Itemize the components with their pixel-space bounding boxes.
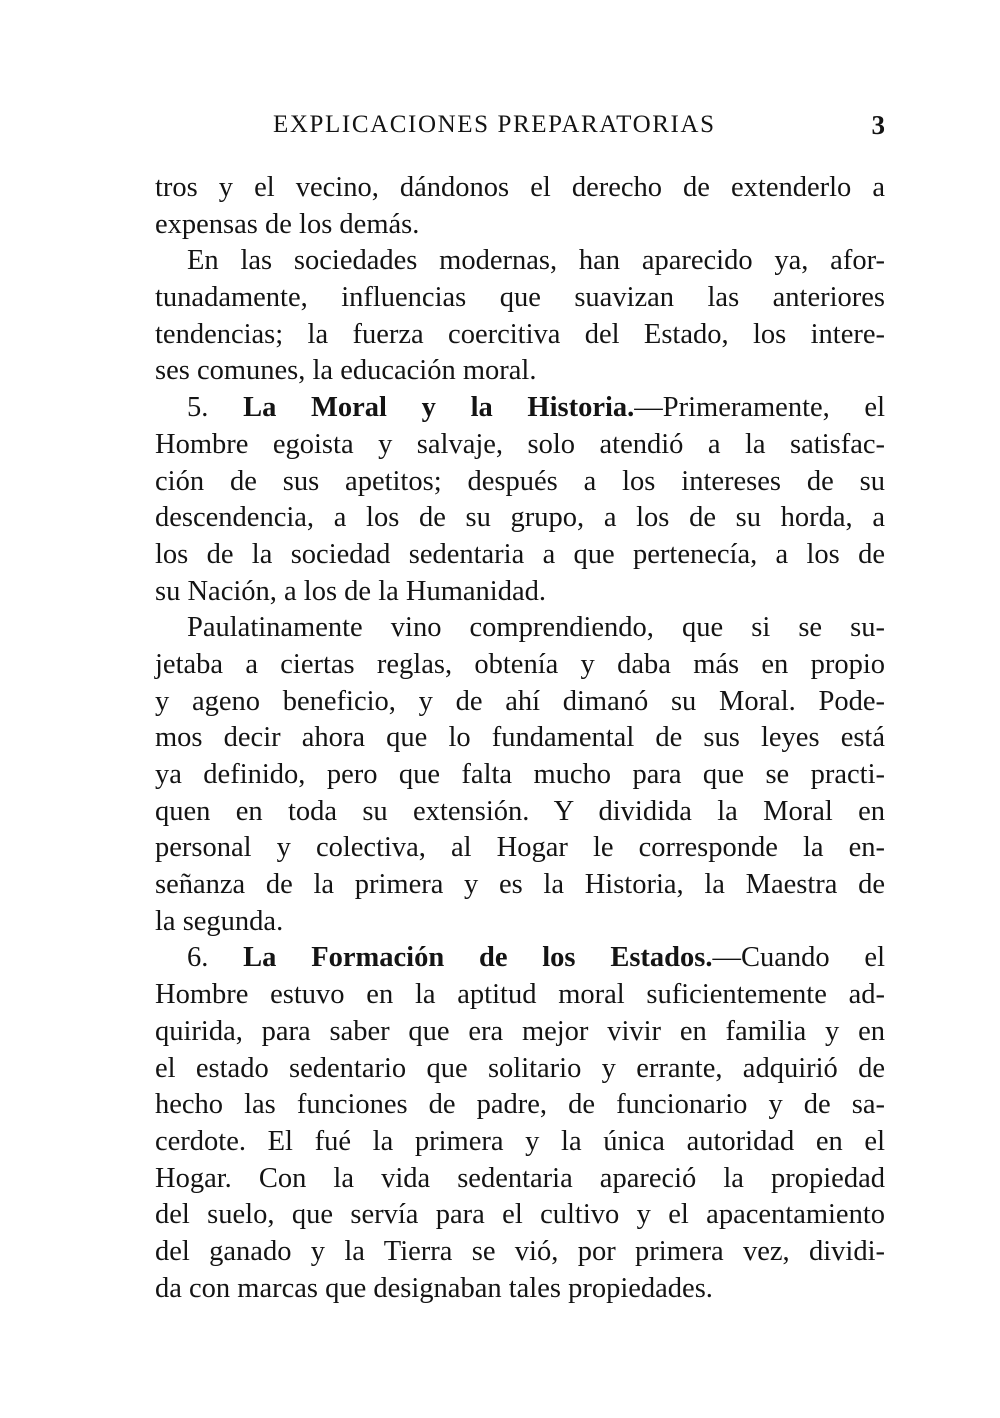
text-line: del suelo, que servía para el cultivo y el apacentamiento bbox=[155, 1199, 885, 1231]
text-line: su Nación, a los de la Humanidad. bbox=[155, 575, 546, 607]
text-line: ses comunes, la educación moral. bbox=[155, 355, 537, 387]
running-header bbox=[155, 108, 885, 142]
text-line: tunadamente, influencias que suavizan las anteriores bbox=[155, 282, 885, 314]
text-line: cerdote. El fué la primera y la única autoridad en el bbox=[155, 1125, 885, 1157]
text-line: Hombre estuvo en la aptitud moral suficientemente ad- bbox=[155, 979, 885, 1011]
section-lead-text: —Primeramente, el bbox=[634, 392, 886, 424]
text-line: expensas de los demás. bbox=[155, 208, 420, 240]
text-line: la segunda. bbox=[155, 905, 284, 937]
text-line: señanza de la primera y es la Historia, la Maestra de bbox=[155, 869, 885, 901]
text-line: quen en toda su extensión. Y dividida la Moral en bbox=[155, 795, 885, 827]
text-line: tendencias; la fuerza coercitiva del Estado, los intere- bbox=[155, 318, 885, 350]
text-line: mos decir ahora que lo fundamental de sus leyes está bbox=[155, 722, 885, 754]
text-line: hecho las funciones de padre, de funcionario y de sa- bbox=[155, 1089, 885, 1121]
text-line: da con marcas que designaban tales propiedades. bbox=[155, 1272, 713, 1304]
section-number: 5. bbox=[187, 392, 209, 424]
text-line: Hombre egoista y salvaje, solo atendió a la satisfac- bbox=[155, 428, 885, 460]
text-line: los de la sociedad sedentaria a que pertenecía, a los de bbox=[155, 538, 885, 570]
body-text bbox=[155, 170, 885, 1307]
text-line: personal y colectiva, al Hogar le corresponde la en- bbox=[155, 832, 885, 864]
text-line: quirida, para saber que era mejor vivir en familia y en bbox=[155, 1015, 885, 1047]
text-line: jetaba a ciertas reglas, obtenía y daba más en propio bbox=[155, 648, 885, 680]
section-heading-line bbox=[155, 390, 885, 427]
text-line: descendencia, a los de su grupo, a los de su horda, a bbox=[155, 502, 885, 534]
running-title: EXPLICACIONES PREPARATORIAS bbox=[273, 111, 716, 138]
section-title: La Formación de los Estados. bbox=[243, 942, 713, 974]
section-number: 6. bbox=[187, 942, 209, 974]
text-line: Hogar. Con la vida sedentaria apareció la propiedad bbox=[155, 1162, 885, 1194]
section-title: La Moral y la Historia. bbox=[243, 392, 635, 424]
text-line: el estado sedentario que solitario y errante, adquirió de bbox=[155, 1052, 885, 1084]
text-line: del ganado y la Tierra se vió, por primera vez, dividi- bbox=[155, 1235, 885, 1267]
text-line: y ageno beneficio, y de ahí dimanó su Moral. Pode- bbox=[155, 685, 885, 717]
text-line: En las sociedades modernas, han aparecido ya, afor- bbox=[187, 245, 885, 277]
section-heading-line bbox=[155, 940, 885, 977]
text-line: ción de sus apetitos; después a los intereses de su bbox=[155, 465, 885, 497]
text-line: ya definido, pero que falta mucho para que se practi- bbox=[155, 759, 885, 790]
section-lead-text: —Cuando el bbox=[712, 942, 886, 974]
text-line: tros y el vecino, dándonos el derecho de extenderlo a bbox=[155, 172, 885, 203]
page-number: 3 bbox=[871, 110, 885, 140]
text-line: Paulatinamente vino comprendiendo, que si se su- bbox=[187, 612, 885, 644]
